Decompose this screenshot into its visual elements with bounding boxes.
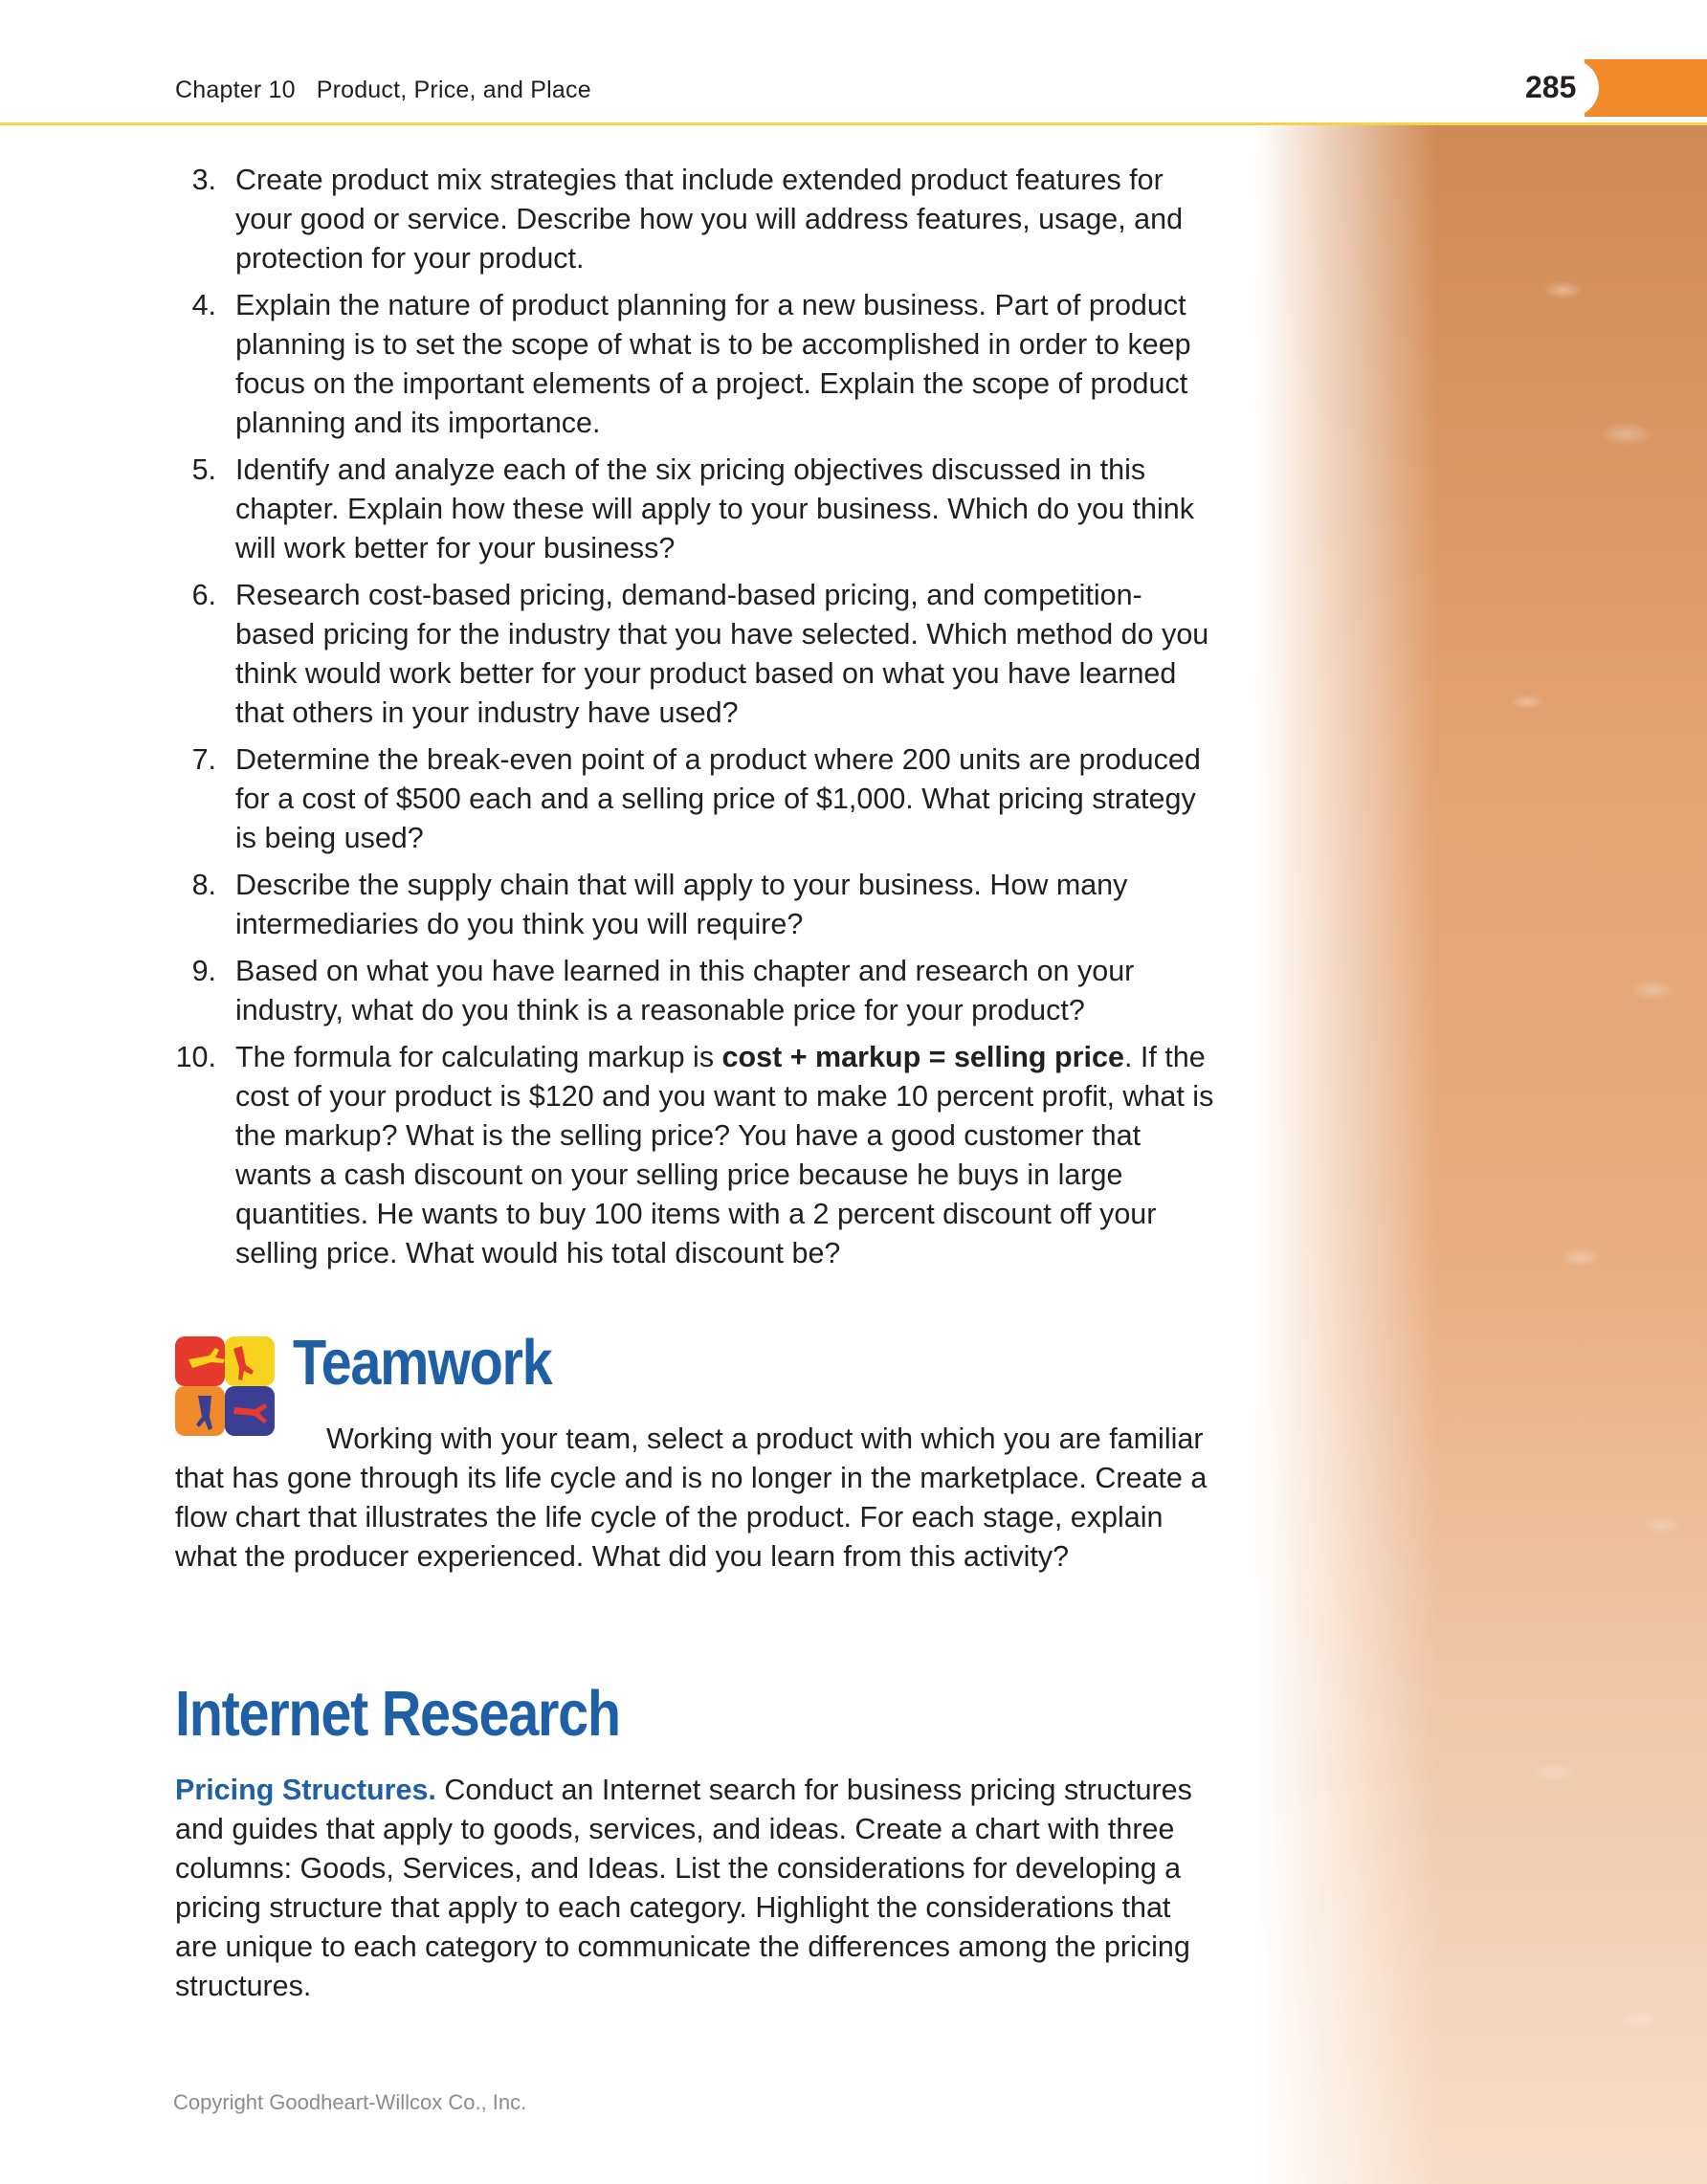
list-item (175, 866, 1218, 944)
teamwork-body: Working with your team, select a product with which you are familiar that has gone through its life cycle and is no longer in the marketplace. Create a flow chart that illustrates the life cycle of the product. For each stage, explain what the producer experienced. What did you learn from this activity? (175, 1423, 1208, 1573)
review-questions-list (175, 161, 1218, 1281)
question-text: Explain the nature of product planning for a new business. Part of product planning is to set the scope of what is to be accomplished in order to keep focus on the important elements of a project. Explain the scope of product planning and its importance. (235, 289, 1191, 439)
question-text: Based on what you have learned in this chapter and research on your industry, what do you think is a reasonable price for your product? (235, 955, 1135, 1026)
question-text: Determine the break-even point of a product where 200 units are produced for a cost of $500 each and a selling price of $1,000. What pricing strategy is being used? (235, 743, 1201, 854)
list-item (175, 1038, 1218, 1273)
internet-research-body (175, 1771, 1218, 2006)
question-number: 5. (191, 453, 216, 486)
question-number: 3. (191, 164, 216, 196)
question-number: 4. (191, 289, 216, 321)
list-item (175, 286, 1218, 443)
chapter-title: Product, Price, and Place (316, 77, 591, 103)
question-text-before: The formula for calculating markup is (235, 1041, 722, 1073)
page-number-tab (1585, 59, 1707, 117)
internet-research-heading: Internet Research (175, 1678, 620, 1750)
question-number: 7. (191, 743, 216, 776)
teamwork-heading: Teamwork (293, 1327, 552, 1399)
list-item (175, 161, 1218, 278)
list-item (175, 451, 1218, 568)
question-number: 6. (191, 579, 216, 611)
copyright-notice: Copyright Goodheart-Willcox Co., Inc. (173, 2090, 527, 2114)
running-head (175, 77, 591, 104)
chapter-label: Chapter 10 (175, 77, 296, 103)
question-text: Research cost-based pricing, demand-based pricing, and competition-based pricing for the industry that you have selected. Which method do you think would work better for your product based on what you have learned that others in your industry have used? (235, 579, 1209, 729)
question-number: 10. (175, 1041, 216, 1073)
pricing-structures-lead-in: Pricing Structures. (175, 1774, 436, 1806)
list-item (175, 952, 1218, 1030)
header-rule (0, 122, 1707, 125)
question-text: Create product mix strategies that include extended product features for your good or service. Describe how you will address features, usage, and protection for your product. (235, 164, 1184, 275)
question-text: Describe the supply chain that will apply to your business. How many intermediaries do you think you will require? (235, 869, 1128, 940)
internet-research-text: Conduct an Internet search for business pricing structures and guides that apply to goods, services, and ideas. Create a chart with three columns: Goods, Services, and Ideas. List the considerations for developing a pricing structure that apply to each category. Highlight the considerations that are unique to each category to communicate the differences among the pricing structures. (175, 1774, 1192, 2002)
question-text: Identify and analyze each of the six pricing objectives discussed in this chapter. Explain how these will apply to your business. Which do you think will work better for your business? (235, 453, 1194, 564)
page-number: 285 (1525, 70, 1577, 104)
list-item (175, 740, 1218, 858)
list-item (175, 576, 1218, 733)
decorative-side-photo (1257, 125, 1707, 2184)
markup-formula: cost + markup = selling price (721, 1041, 1124, 1073)
question-number: 9. (191, 955, 216, 987)
question-number: 8. (191, 869, 216, 901)
question-text-after: . If the cost of your product is $120 and you want to make 10 percent profit, what is the markup? What is the selling price? You have a good customer that wants a cash discount on your selling price because he buys in large quantities. He wants to buy 100 items with a 2 percent discount off your selling price. What would his total discount be? (235, 1041, 1214, 1269)
